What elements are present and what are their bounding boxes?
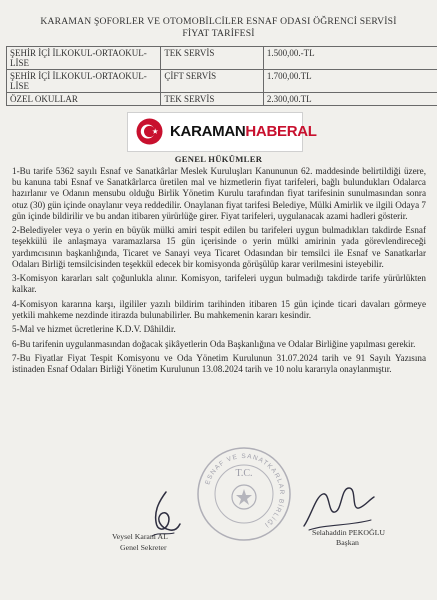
signatory-left-title: Genel Sekreter [120, 543, 167, 552]
document-title: KARAMAN ŞOFORLER VE OTOMOBİLCİLER ESNAF ODASI ÖĞRENCİ SERVİSİ [40, 16, 397, 27]
service-cell: TEK SERVİS [161, 47, 264, 70]
stamp-top-text: T.C. [235, 468, 253, 479]
provision-item: 6-Bu tarifenin uygulanmasından doğacak şikâyetlerin Oda Başkanlığına ve Odalar Birliğine yapılması gerekir. [12, 338, 416, 349]
stamp-ring-text: ESNAF VE SANATKARLAR BİRLİĞİ [204, 452, 286, 529]
karaman-haberal-logo [127, 112, 317, 152]
category-cell: ÖZEL OKULLAR [7, 93, 161, 106]
service-cell: ÇİFT SERVİS [161, 70, 264, 93]
service-cell: TEK SERVİS [161, 93, 264, 106]
provision-item: 7-Bu Fiyatlar Fiyat Tespit Komisyonu ve Oda Yönetim Kurulunun 31.07.2024 tarih ve 91 Sayılı Yazısına istinaden Esnaf Odaları Birliği Yönetim Kurulunun 13.08.2024 tarih ve 10 nolu kararıyla onaylanmıştır. [12, 353, 426, 375]
general-provisions [12, 166, 426, 379]
provision-item: 4-Komisyon kararına karşı, ilgililer yazılı bildirim tarihinden itibaren 15 gün içinde ticari davaları görmeye yetkili mahkeme nezdinde itirazda bulunabilirler. Bu mahkemenin kararı kesindir. [12, 298, 426, 320]
price-cell: 1.700,00.TL [263, 70, 437, 93]
category-cell: ŞEHİR İÇİ İLKOKUL-ORTAOKUL- LİSE [7, 70, 161, 93]
provision-item: 2-Belediyeler veya o yerin en büyük mülki amiri tespit edilen bu tarifeleri uygun bulmadıkları takdirde Esnaf teşekkülü ile anlaşmaya varamazlarsa 15 gün içerisinde o yerin mülki amirinin yada görevlendireceği yardımcısının başkanlığında, Ticaret ve Sanayi veya Ticaret Odasından bir temsilci ile Esnaf ve Sanatkarlar Odaları Birliği temsilcisinden teşekkül edecek bir komisyonda görüşülüp karar verilmesini isteyebilir. [12, 225, 426, 269]
provision-item: 3-Komisyon kararları salt çoğunlukla alınır. Komisyon, tarifeleri uygun bulmadığı takdirde tarife yürürlükten kalkar. [12, 273, 426, 295]
general-provisions-title: GENEL HÜKÜMLER [174, 154, 263, 164]
document-subtitle: FİYAT TARİFESİ [182, 28, 255, 39]
category-cell: ŞEHİR İÇİ İLKOKUL-ORTAOKUL- LİSE [7, 47, 161, 70]
signatory-right-title: Başkan [336, 538, 359, 547]
price-cell: 2.300,00.TL [263, 93, 437, 106]
logo-word-karaman: KARAMAN [170, 123, 246, 140]
table-row [7, 93, 437, 106]
table-row [7, 47, 437, 70]
provision-item: 5-Mal ve hizmet ücretlerine K.D.V. Dâhildir. [12, 324, 176, 335]
table-row [7, 70, 437, 93]
signatory-right-name: Selahaddin PEKOĞLU [312, 528, 385, 537]
logo-word-haberal: HABERAL [245, 123, 317, 140]
logo-wordmark [170, 123, 317, 140]
crescent-star-emblem-icon [136, 118, 163, 145]
price-cell: 1.500,00.-TL [263, 47, 437, 70]
signatory-left-name: Veysel Karani AL [112, 532, 168, 541]
tariff-table [6, 46, 437, 106]
provision-item: 1-Bu tarife 5362 sayılı Esnaf ve Sanatkârlar Meslek Kuruluşları Kanununun 62. maddesinde belirtildiği üzere, bu kanuna tabi Esnaf ve Sanatkârlarca üretilen mal ve hizmetlerin fiyat tarifeleri, bağlı bulundukları Odalarca hazırlanır ve Odanın mensubu olduğu Birlik Yönetim Kurulu tarafından fiyat tarifesinin sunulmasından sonra otuz (30) gün içinde onaylanır veya reddedilir. Onaylanan fiyat tarifesi Belediye, Mülki Amirlik ve ilgili Odaya 7 gün içinde bildirilir ve bu andan itibaren yürürlüğe girer. Fiyat tarifeleri, uygulanacak azami hadleri gösterir. [12, 166, 426, 221]
official-seal-stamp [195, 445, 293, 543]
